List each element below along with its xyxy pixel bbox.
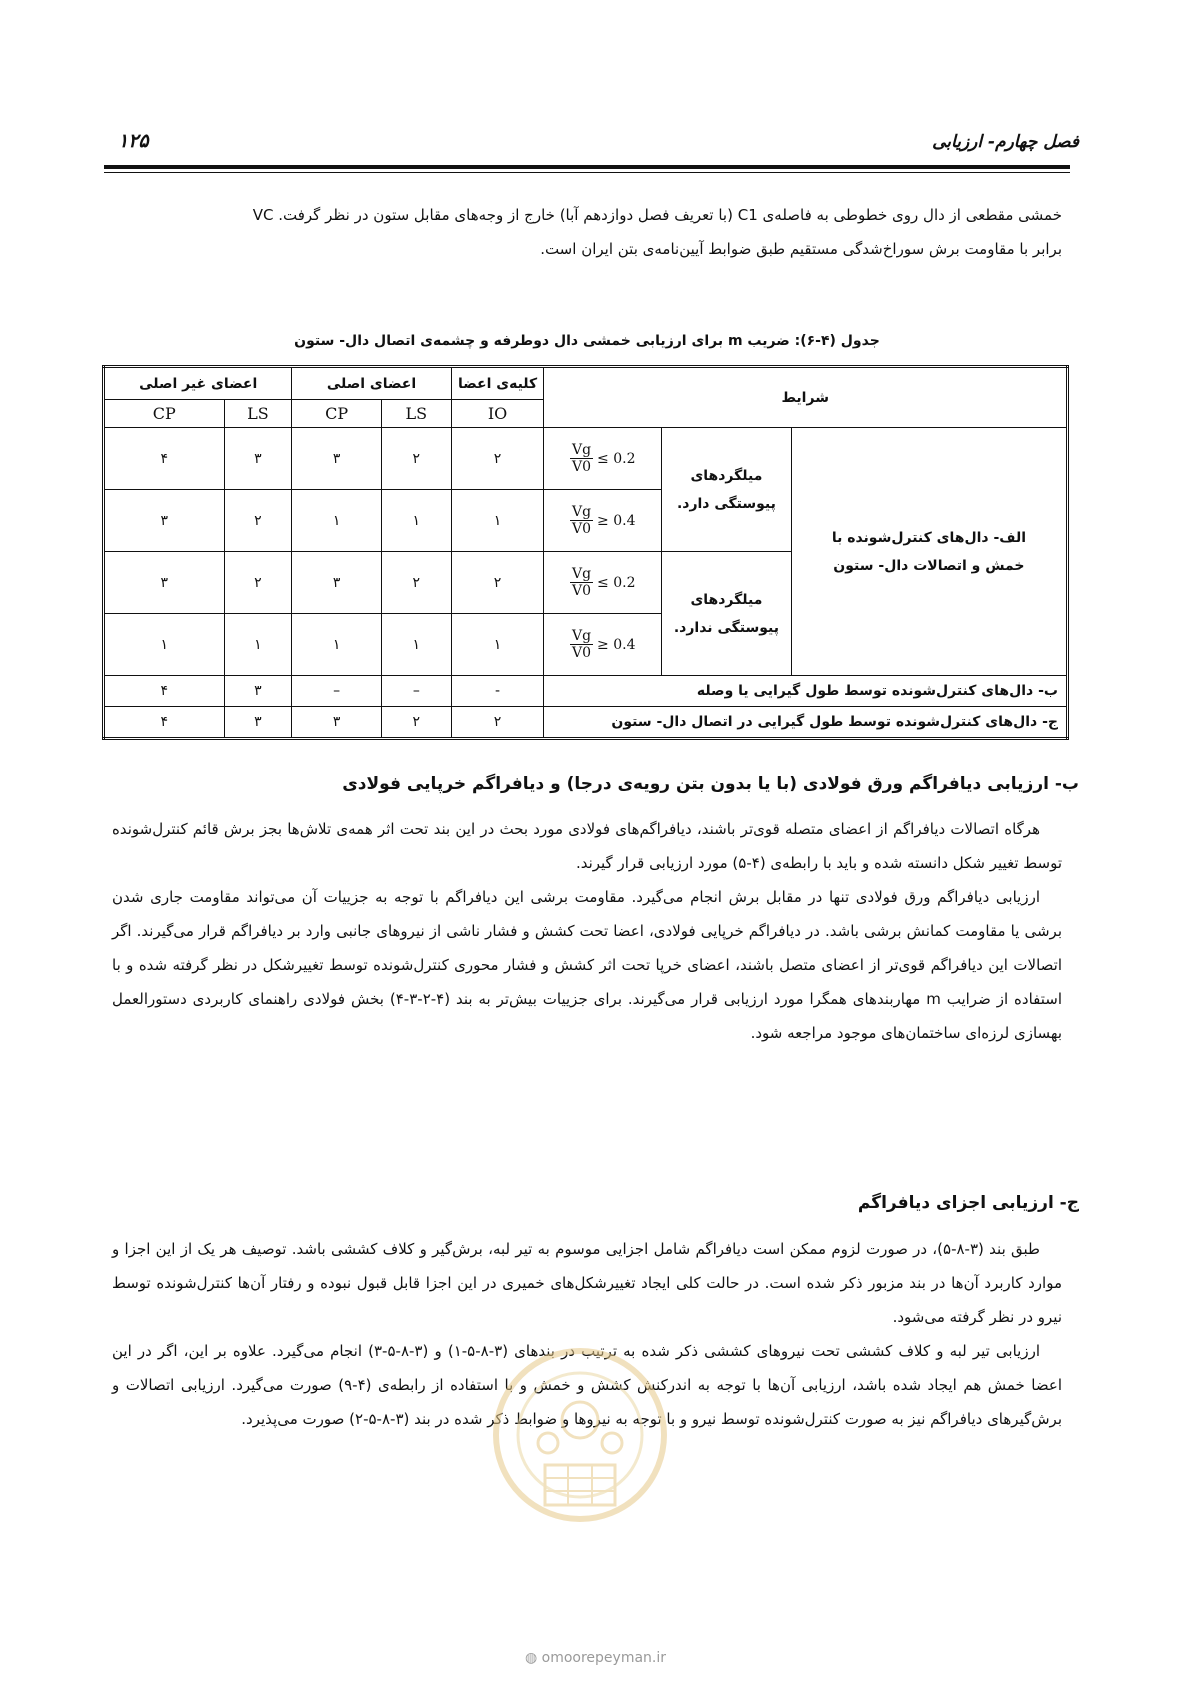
table-cell: ۳: [292, 552, 382, 614]
section-c-heading: ج- ارزیابی اجزای دیافراگم: [857, 1193, 1079, 1213]
table-cell: ۱: [104, 614, 225, 676]
chapter-title: فصل چهارم- ارزیابی: [932, 132, 1079, 152]
table-cell: ۲: [381, 552, 451, 614]
col-ls-primary: LS: [381, 400, 451, 428]
table-cell: ۲: [224, 490, 292, 552]
section-b-body: [112, 812, 1062, 1050]
table-cell: ۱: [451, 614, 544, 676]
table-cell: ۲: [224, 552, 292, 614]
col-cp-primary: CP: [292, 400, 382, 428]
section-c-paragraph-2: ارزیابی تیر لبه و کلاف کششی تحت نیروهای کششی ذکر شده به ترتیب در بندهای (۳-۸-۵-۱) و (۳-۸-۵-۳) انجام می‌گیرد. علاوه بر این، اگر در این اعضا خمش هم ایجاد شده باشد، ارزیابی آن‌ها با توجه به اندرکنش کشش و خمش و با استفاده از رابطه‌ی (۴-۹) صورت می‌گیرد. ارزیابی اتصالات و برش‌گیرهای دیافراگم نیز به صورت کنترل‌شونده توسط نیرو و با توجه به نیروها و ضوابط ذکر شده در بند (۳-۸-۵-۲) صورت می‌پذیرد.: [112, 1342, 1063, 1428]
row-c-label: ج- دال‌های کنترل‌شونده توسط طول گیرایی در اتصال دال- ستون: [544, 707, 1068, 739]
table-cell: ۱: [292, 490, 382, 552]
ratio-cell: $\frac{Vg}{V0}$ ≥ 0.4: [544, 490, 662, 552]
ratio-cell: $\frac{Vg}{V0}$ ≤ 0.2: [544, 428, 662, 490]
header-rule: [104, 165, 1070, 169]
col-header-primary: اعضای اصلی: [292, 367, 451, 400]
table-cell: ۲: [451, 707, 544, 739]
section-b-paragraph-2: ارزیابی دیافراگم ورق فولادی تنها در مقابل برش انجام می‌گیرد. مقاومت برشی این دیافراگم با توجه به جزییات آن می‌تواند مقاومت جاری شدن برشی یا مقاومت کمانش برشی باشد. در دیافراگم خرپایی فولادی، اعضا تحت کشش و فشار ناشی از نیروهای جانبی وارد بر دیافراگم قرار می‌گیرند. اگر اتصالات این دیافراگم قوی‌تر از اعضای متصل باشند، اعضای خرپا تحت اثر کشش و فشار محوری کنترل‌شونده توسط تغییرشکل در نظر گرفته شده و با استفاده از ضرایب m مهاربندهای همگرا مورد ارزیابی قرار می‌گیرند. برای جزییات بیش‌تر به بند (۴-۲-۳-۴) بخش فولادی راهنمای کاربردی دستورالعمل بهسازی لرزه‌ای ساختمان‌های موجود مراجعه شود.: [112, 888, 1062, 1042]
group-a-label: الف- دال‌های کنترل‌شونده با خمش و اتصالات دال- ستون: [791, 428, 1067, 676]
m-factor-table: [102, 365, 1069, 740]
website-footer: [0, 1650, 1191, 1666]
col-ls-secondary: LS: [224, 400, 292, 428]
table-cell: ۳: [104, 490, 225, 552]
table-cell: –: [292, 676, 382, 707]
table-cell: ۳: [292, 707, 382, 739]
table-row: [104, 428, 1068, 490]
table-cell: ۳: [104, 552, 225, 614]
ratio-cell: $\frac{Vg}{V0}$ ≤ 0.2: [544, 552, 662, 614]
table-cell: ۳: [292, 428, 382, 490]
table-cell: ۴: [104, 707, 225, 739]
table-cell: ۱: [381, 614, 451, 676]
website-text: omoorepeyman.ir: [541, 1650, 667, 1666]
table-cell: ۲: [451, 428, 544, 490]
section-b-heading: ب- ارزیابی دیافراگم ورق فولادی (با یا بدون بتن رویه‌ی درجا) و دیافراگم خرپایی فولادی: [342, 774, 1079, 794]
col-header-all-members: کلیه‌ی اعضا: [451, 367, 544, 400]
col-header-conditions: شرایط: [544, 367, 1068, 428]
table-cell: –: [381, 676, 451, 707]
table-cell: ۴: [104, 676, 225, 707]
intro-line-1: خمشی مقطعی از دال روی خطوطی به فاصله‌ی C1 (با تعریف فصل دوازدهم آبا) خارج از وجه‌های مقابل ستون در نظر گرفت. VC: [252, 206, 1062, 224]
table-cell: ۳: [224, 676, 292, 707]
table-cell: ۲: [381, 707, 451, 739]
table-cell: ۱: [381, 490, 451, 552]
table-row-b: [104, 676, 1068, 707]
table-cell: ۱: [224, 614, 292, 676]
table-cell: ۲: [381, 428, 451, 490]
table-cell: ۳: [224, 707, 292, 739]
table-cell: ۳: [224, 428, 292, 490]
header-rule-thin: [104, 172, 1070, 173]
table-cell: ۲: [451, 552, 544, 614]
sub-no-continuity: میلگردهای پیوستگی ندارد.: [662, 552, 792, 676]
intro-paragraph: [112, 198, 1062, 266]
col-header-secondary: اعضای غیر اصلی: [104, 367, 292, 400]
table-caption: جدول (۴-۶): ضریب m برای ارزیابی خمشی دال دوطرفه و چشمه‌ی اتصال دال- ستون: [294, 333, 880, 349]
table-cell: ۱: [451, 490, 544, 552]
table-cell: ۱: [292, 614, 382, 676]
intro-line-2: برابر با مقاومت برش سوراخ‌شدگی مستقیم طبق ضوابط آیین‌نامه‌ی بتن ایران است.: [540, 240, 1062, 258]
sub-has-continuity: میلگردهای پیوستگی دارد.: [662, 428, 792, 552]
globe-icon: ◍: [524, 1650, 538, 1666]
col-cp-secondary: CP: [104, 400, 225, 428]
table-row-c: [104, 707, 1068, 739]
seal-watermark-icon: [490, 1325, 670, 1545]
section-b-paragraph-1: هرگاه اتصالات دیافراگم از اعضای متصله قوی‌تر باشند، دیافراگم‌های فولادی مورد بحث در این بند تحت اثر همه‌ی تلاش‌ها بجز برش قائم کنترل‌شونده توسط تغییر شکل دانسته شده و باید با رابطه‌ی (۴-۵) مورد ارزیابی قرار گیرند.: [112, 820, 1062, 872]
table-cell: -: [451, 676, 544, 707]
row-b-label: ب- دال‌های کنترل‌شونده توسط طول گیرایی یا وصله: [544, 676, 1068, 707]
ratio-cell: $\frac{Vg}{V0}$ ≥ 0.4: [544, 614, 662, 676]
section-c-paragraph-1: طبق بند (۳-۸-۵)، در صورت لزوم ممکن است دیافراگم شامل اجزایی موسوم به تیر لبه، برش‌گیر و کلاف کششی باشد. توصیف هر یک از این اجزا و موارد کاربرد آن‌ها در بند مزبور ذکر شده است. در حالت کلی ایجاد تغییرشکل‌های خمیری در این اجزا قابل قبول نبوده و رفتار آن‌ها کنترل‌شونده توسط نیرو در نظر گرفته می‌شود.: [112, 1240, 1062, 1326]
table-cell: ۴: [104, 428, 225, 490]
page-number: ۱۲۵: [118, 130, 149, 152]
col-io: IO: [451, 400, 544, 428]
